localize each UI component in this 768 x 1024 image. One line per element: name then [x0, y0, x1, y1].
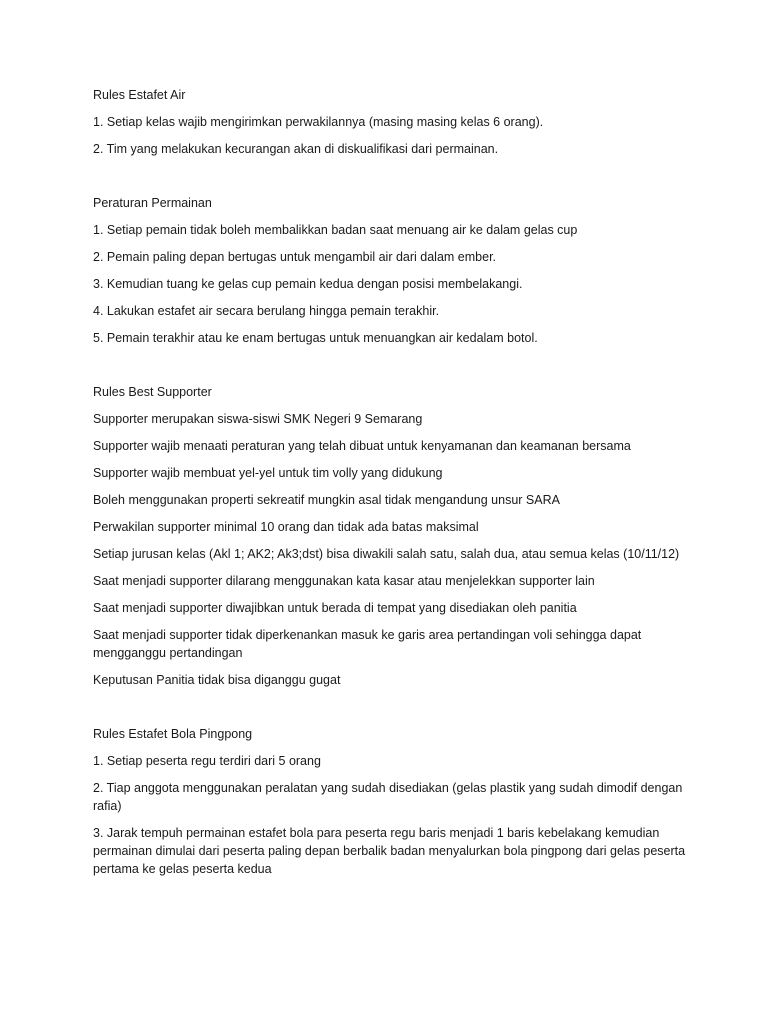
section-estafet-bola-pingpong	[93, 725, 693, 878]
rule-item: 1. Setiap peserta regu terdiri dari 5 orang	[93, 754, 321, 768]
section-spacer	[93, 356, 693, 383]
section-title: Rules Estafet Bola Pingpong	[93, 727, 253, 741]
document-page	[93, 86, 693, 887]
section-title: Peraturan Permainan	[93, 196, 212, 210]
rule-item: Supporter wajib membuat yel-yel untuk tim volly yang didukung	[93, 466, 443, 480]
rule-item: 4. Lakukan estafet air secara berulang hingga pemain terakhir.	[93, 304, 440, 318]
rule-item: 1. Setiap pemain tidak boleh membalikkan badan saat menuang air ke dalam gelas cup	[93, 223, 578, 237]
rule-item: 2. Tim yang melakukan kecurangan akan di diskualifikasi dari permainan.	[93, 142, 499, 156]
rule-item: Supporter wajib menaati peraturan yang telah dibuat untuk kenyamanan dan keamanan bersama	[93, 439, 631, 453]
rule-item: 3. Kemudian tuang ke gelas cup pemain kedua dengan posisi membelakangi.	[93, 277, 523, 291]
rule-item: 3. Jarak tempuh permainan estafet bola para peserta regu baris menjadi 1 baris kebelakang kemudian permainan dimulai dari peserta paling depan berbalik badan menyalurkan bola pingpong dari gelas peserta pertama ke gelas peserta kedua	[93, 826, 686, 876]
rule-item: 2. Tiap anggota menggunakan peralatan yang sudah disediakan (gelas plastik yang sudah dimodif dengan rafia)	[93, 781, 683, 813]
rule-item: Boleh menggunakan properti sekreatif mungkin asal tidak mengandung unsur SARA	[93, 493, 560, 507]
section-title: Rules Estafet Air	[93, 88, 186, 102]
rule-item: Saat menjadi supporter diwajibkan untuk berada di tempat yang disediakan oleh panitia	[93, 601, 577, 615]
rule-item: Keputusan Panitia tidak bisa diganggu gugat	[93, 673, 341, 687]
rule-item: Supporter merupakan siswa-siswi SMK Negeri 9 Semarang	[93, 412, 423, 426]
section-spacer	[93, 698, 693, 725]
section-spacer	[93, 167, 693, 194]
rule-item: 5. Pemain terakhir atau ke enam bertugas untuk menuangkan air kedalam botol.	[93, 331, 538, 345]
section-peraturan-permainan	[93, 194, 693, 347]
rule-item: 2. Pemain paling depan bertugas untuk mengambil air dari dalam ember.	[93, 250, 497, 264]
rule-item: Perwakilan supporter minimal 10 orang dan tidak ada batas maksimal	[93, 520, 479, 534]
rule-item: 1. Setiap kelas wajib mengirimkan perwakilannya (masing masing kelas 6 orang).	[93, 115, 544, 129]
rule-item: Saat menjadi supporter dilarang menggunakan kata kasar atau menjelekkan supporter lain	[93, 574, 595, 588]
rule-item: Saat menjadi supporter tidak diperkenankan masuk ke garis area pertandingan voli sehingga dapat mengganggu pertandingan	[93, 628, 642, 660]
rule-item: Setiap jurusan kelas (Akl 1; AK2; Ak3;dst) bisa diwakili salah satu, salah dua, atau semua kelas (10/11/12)	[93, 547, 680, 561]
section-estafet-air	[93, 86, 693, 158]
section-title: Rules Best Supporter	[93, 385, 212, 399]
section-best-supporter	[93, 383, 693, 689]
